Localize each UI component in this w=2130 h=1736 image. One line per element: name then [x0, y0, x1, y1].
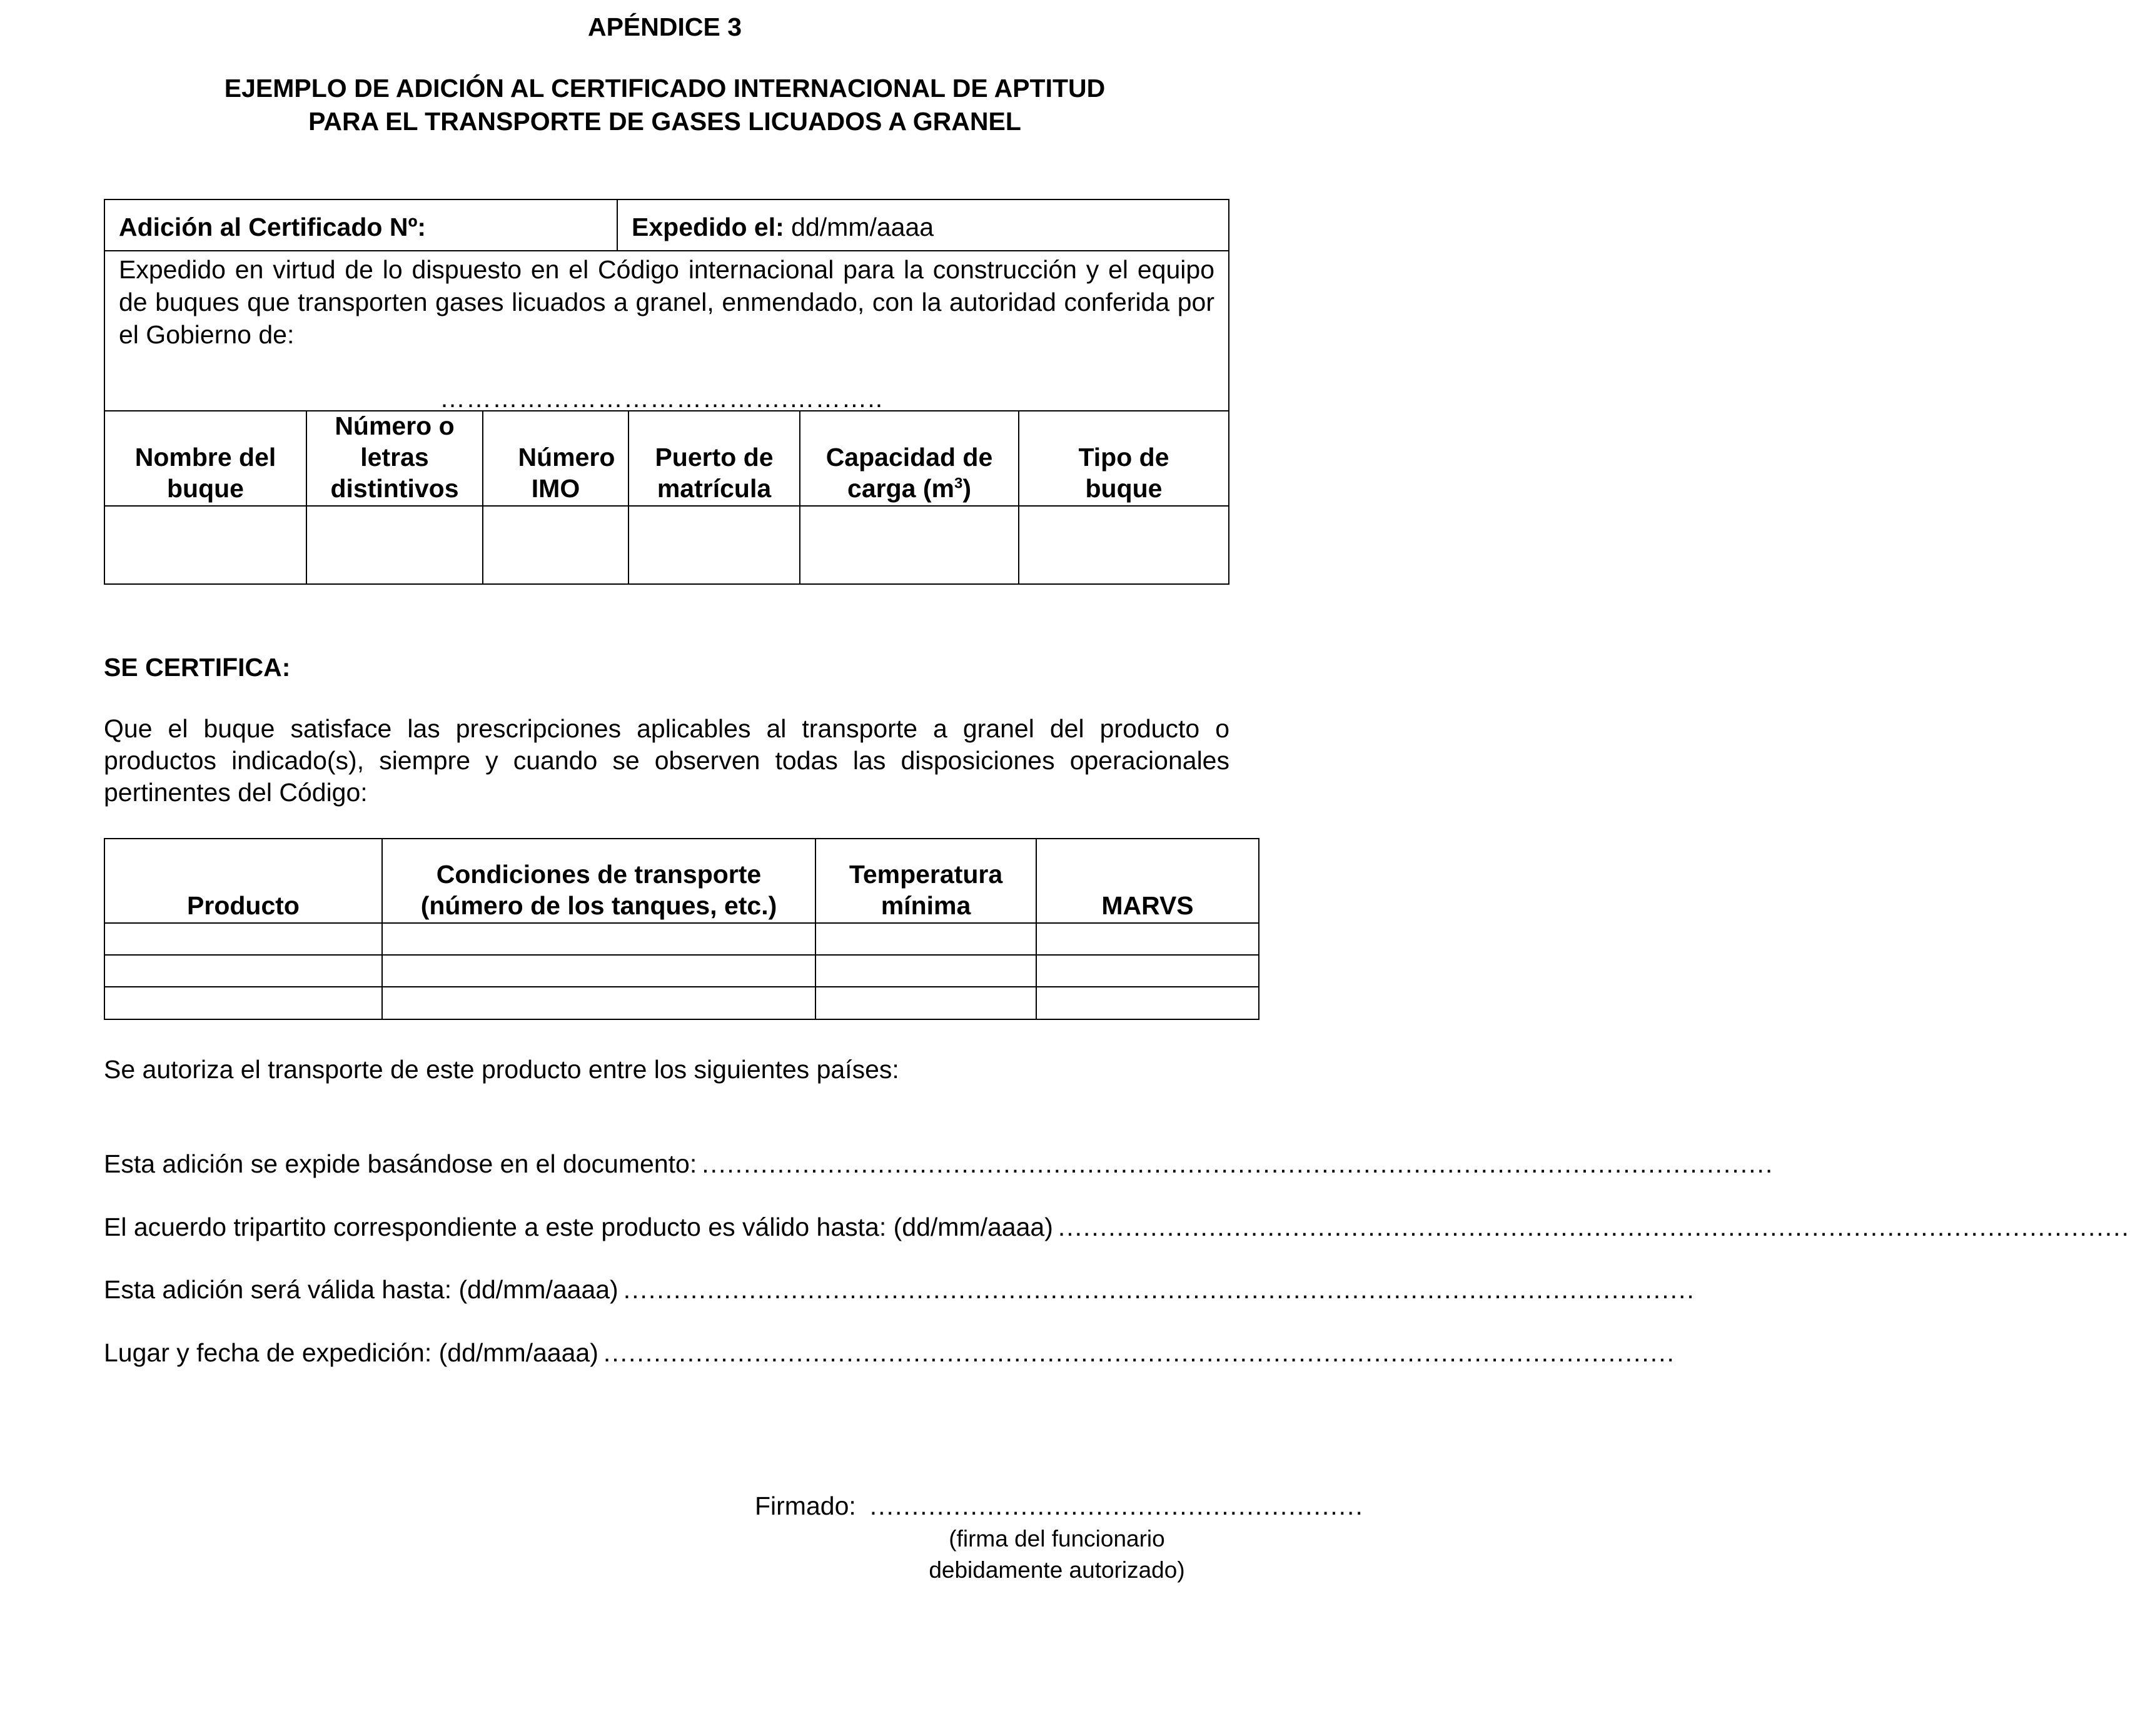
dotted-line: ................................................................................................................................: [1057, 1213, 2130, 1241]
title-line-2: PARA EL TRANSPORTE DE GASES LICUADOS A GRANEL: [308, 107, 1021, 136]
issued-date-value: dd/mm/aaaa: [791, 213, 934, 241]
signature-note-line-2: debidamente autorizado): [929, 1557, 1185, 1583]
table-divider: [105, 922, 1258, 924]
column-header-cargo-capacity: [800, 411, 1018, 505]
dotted-line: ................................................................................................................................: [623, 1275, 1695, 1304]
table-divider: [105, 986, 1258, 987]
document-statement-label: Esta adición se expide basándose en el documento:: [104, 1149, 697, 1178]
column-header-port-of-registry: [629, 411, 799, 505]
signature-note: [901, 1523, 1213, 1586]
tripartite-statement-label: El acuerdo tripartito correspondiente a este producto es válido hasta: (dd/mm/aaaa): [104, 1213, 1053, 1241]
place-date-statement-label: Lugar y fecha de expedición: (dd/mm/aaaa): [104, 1338, 598, 1367]
validity-statement-label: Esta adición será válida hasta: (dd/mm/aaaa): [104, 1275, 618, 1304]
column-header-transport-conditions: [383, 839, 815, 922]
column-header-label: Producto: [187, 891, 300, 920]
place-date-statement: [104, 1337, 1675, 1369]
column-header-label: Número IMO: [518, 443, 615, 503]
certificate-number-label: Adición al Certificado Nº:: [119, 213, 427, 241]
government-dotted-line: ………………………………….………..: [440, 384, 884, 413]
signature-line: [755, 1490, 1364, 1522]
column-header-label: Temperatura mínima: [849, 860, 1003, 920]
title-line-1: EJEMPLO DE ADICIÓN AL CERTIFICADO INTERNACIONAL DE APTITUD: [224, 74, 1106, 103]
validity-statement: [104, 1274, 1695, 1306]
signature-label: Firmado:: [755, 1491, 856, 1520]
column-header-label: Puerto de matrícula: [655, 443, 774, 503]
signature-note-line-1: (firma del funcionario: [949, 1526, 1165, 1552]
dotted-line: ................................................................................................................................: [702, 1149, 1774, 1178]
dotted-line: ................................................................................................................................: [603, 1338, 1675, 1367]
issued-date-field: [632, 211, 934, 243]
column-header-marvs: [1037, 839, 1258, 922]
authority-text: Expedido en virtud de lo dispuesto en el Código internacional para la construcción y el equipo de buques que transporten gases licuados a granel, enmendado, con la autoridad conferida por el Gobierno de:: [119, 255, 1214, 349]
countries-statement: Se autoriza el transporte de este producto entre los siguientes países:: [104, 1055, 899, 1084]
product-table: [104, 838, 1259, 1020]
table-divider: [105, 954, 1258, 956]
column-header-ship-type: [1019, 411, 1228, 505]
column-header-distinctive-letters: [307, 411, 482, 505]
column-header-product: [105, 839, 381, 922]
section-heading: SE CERTIFICA:: [104, 653, 291, 682]
table-divider: [105, 505, 1228, 507]
signature-dotted-line: ...........................................................: [869, 1491, 1364, 1520]
document-title: [125, 72, 1204, 138]
issued-label: Expedido el:: [632, 213, 784, 241]
column-header-label: Tipo de buque: [1078, 443, 1169, 503]
column-header-imo-number: [483, 411, 628, 505]
column-header-label: Condiciones de transporte (número de los tanques, etc.): [420, 860, 777, 920]
table-divider: [105, 250, 1228, 251]
table-divider: [617, 200, 618, 251]
column-header-ship-name: [105, 411, 306, 505]
certification-paragraph: Que el buque satisface las prescripciones aplicables al transporte a granel del producto o productos indicado(s), siempre y cuando se observen todas las disposiciones operacionales pertinentes del Código:: [104, 714, 1229, 807]
column-header-min-temperature: [816, 839, 1036, 922]
column-header-label: Nombre del buque: [134, 443, 276, 503]
column-header-label: Número o letras distintivos: [330, 411, 459, 503]
column-header-label: Capacidad de carga $(m^3)$: [825, 443, 993, 503]
column-header-label: MARVS: [1101, 891, 1194, 920]
appendix-title: APÉNDICE 3: [587, 13, 742, 41]
certificate-table: [104, 199, 1229, 585]
tripartite-statement: [104, 1211, 2130, 1243]
document-statement: [104, 1148, 1774, 1180]
